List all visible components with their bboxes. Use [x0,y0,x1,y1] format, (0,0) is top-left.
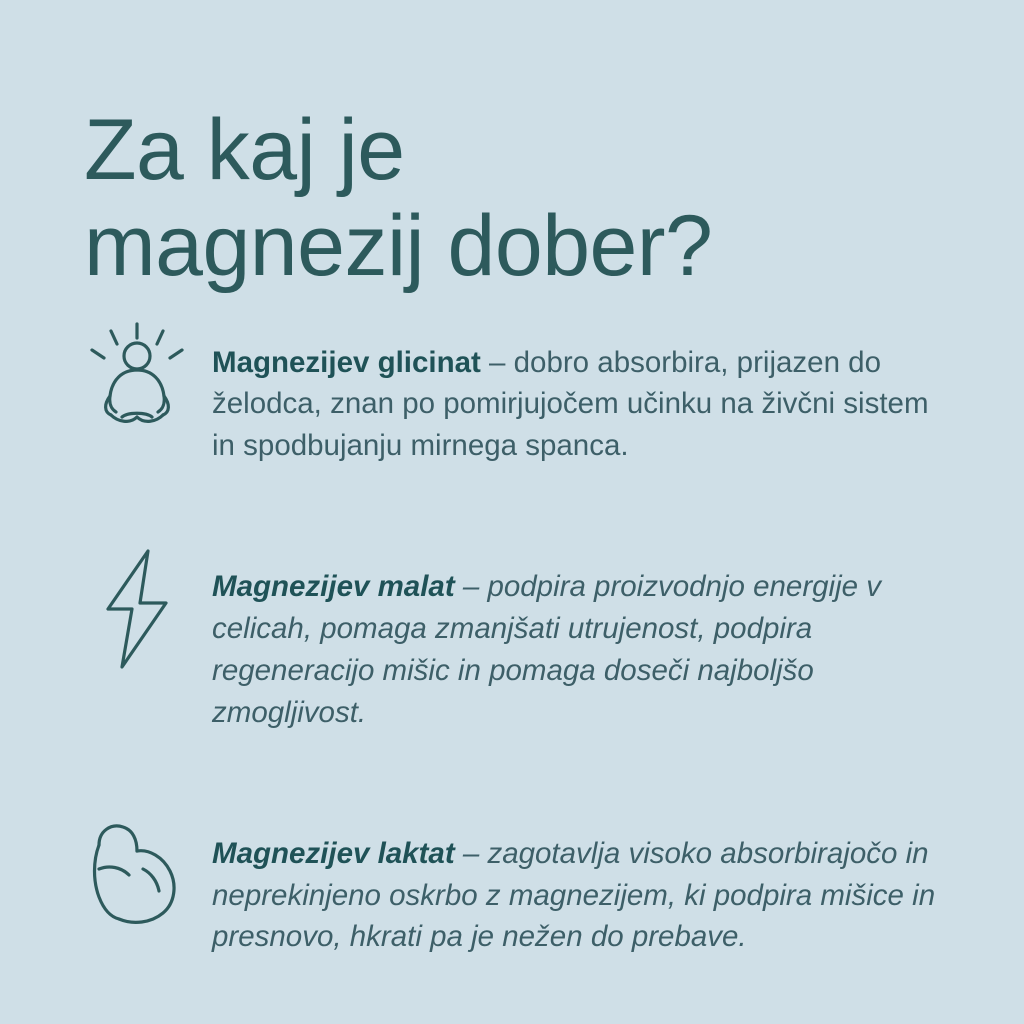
title-line-1: Za kaj je [84,101,405,198]
benefits-list [62,312,962,988]
meditating-person-icon [62,312,212,430]
list-item-body: – dobro absorbira, prijazen do želodca, znan po pomirjujočem učinku na živčni sistem in spodbujanju mirnega spanca. [212,345,929,463]
list-item-lead: Magnezijev laktat [212,836,455,870]
list-item-text [212,566,962,734]
page-title [84,102,944,295]
list-item-lead: Magnezijev malat [212,570,455,604]
list-item [62,312,962,497]
title-line-2: magnezij dober? [84,197,713,294]
list-item-text [212,342,962,468]
flexed-biceps-icon [62,803,212,937]
list-item-text [212,833,962,959]
lightning-bolt-icon [62,537,212,675]
list-item [62,537,962,764]
list-item [62,803,962,988]
list-item-body: – podpira proizvodnjo energije v celicah, pomaga zmanjšati utrujenost, podpira regeneracijo mišic in pomaga doseči najboljšo zmogljivost. [212,570,882,729]
list-item-lead: Magnezijev glicinat [212,345,481,379]
list-item-body: – zagotavlja visoko absorbirajočo in neprekinjeno oskrbo z magnezijem, ki podpira mišice in presnovo, hkrati pa je nežen do prebave. [212,836,936,954]
